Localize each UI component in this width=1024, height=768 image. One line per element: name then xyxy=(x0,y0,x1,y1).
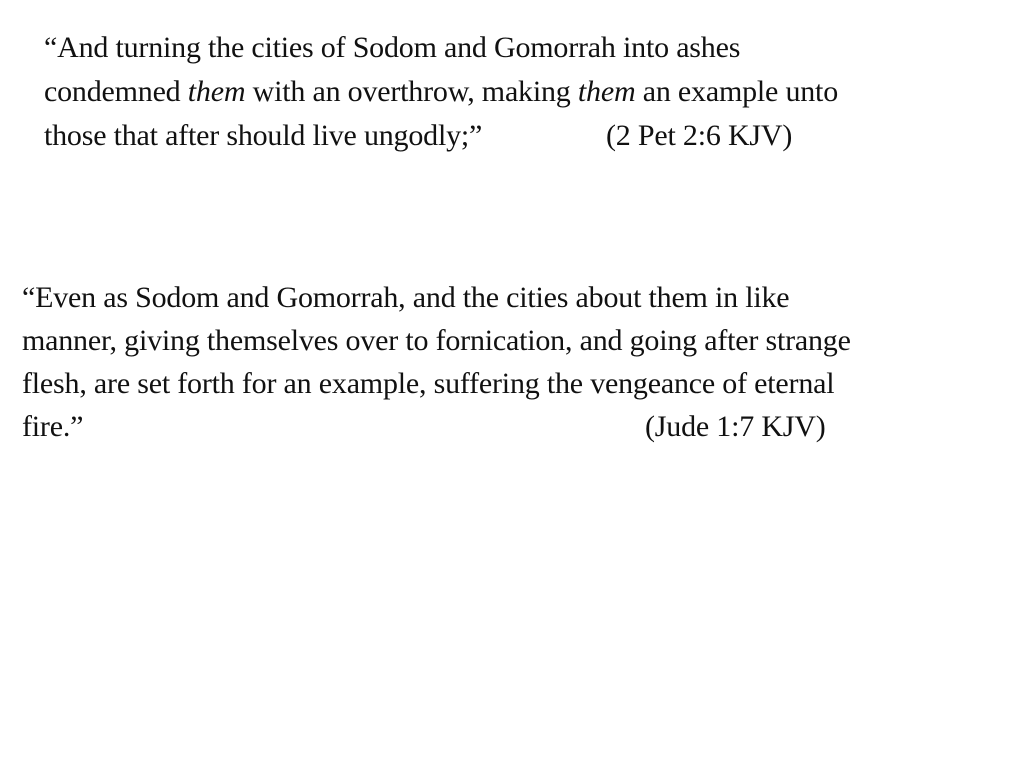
quote1-line2-c: an example unto xyxy=(635,75,838,108)
quote2-line4: fire.” xyxy=(22,410,84,443)
quote2-line2: manner, giving themselves over to fornication, and going after strange xyxy=(22,324,851,357)
quote2-line3: flesh, are set forth for an example, suffering the vengeance of eternal xyxy=(22,367,835,400)
quote1-line1: “And turning the cities of Sodom and Gomorrah into ashes xyxy=(44,31,741,64)
quote1-emphasis-them-1: them xyxy=(187,75,246,108)
quote1-line2-a: condemned xyxy=(44,75,188,108)
quote1-line2 xyxy=(44,74,838,110)
quote1-line3: those that after should live ungodly;” xyxy=(44,119,483,152)
quote2-reference: (Jude 1:7 KJV) xyxy=(645,410,826,443)
quote1-reference: (2 Pet 2:6 KJV) xyxy=(606,119,793,152)
quote1-emphasis-them-2: them xyxy=(577,75,636,108)
quote1-line2-b: with an overthrow, making xyxy=(245,75,578,108)
quote2-line1: “Even as Sodom and Gomorrah, and the cities about them in like xyxy=(22,281,790,314)
